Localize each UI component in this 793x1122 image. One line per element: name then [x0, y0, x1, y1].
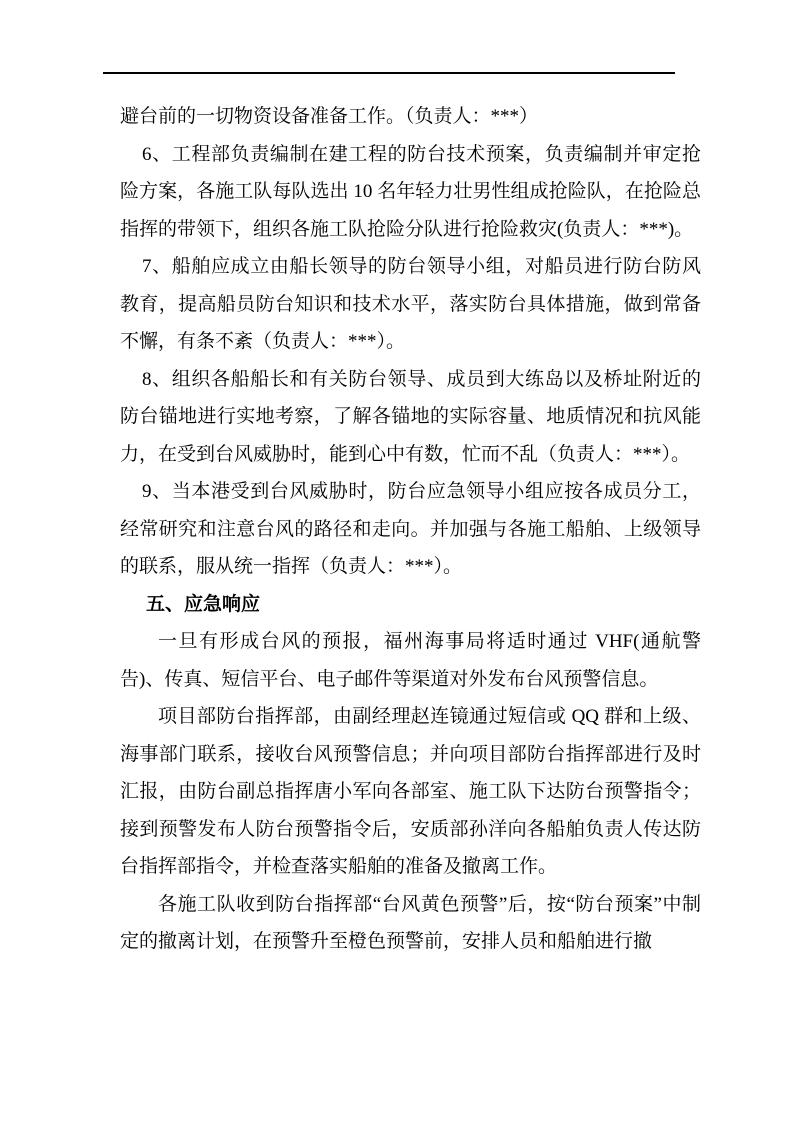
paragraph: 6、工程部负责编制在建工程的防台技术预案，负责编制并审定抢险方案，各施工队每队选出 10 名年轻力壮男性组成抢险队，在抢险总指挥的带领下，组织各施工队抢险分队进行抢险救灾(负责人：***)。 [120, 143, 701, 240]
paragraph: 7、船舶应成立由船长领导的防台领导小组，对船员进行防台防风教育，提高船员防台知识和技术水平，落实防台具体措施，做到常备不懈，有条不紊（负责人：***）。 [120, 256, 701, 352]
paragraph: 项目部防台指挥部，由副经理赵连镜通过短信或 QQ 群和上级、海事部门联系，接收台风预警信息；并向项目部防台指挥部进行及时汇报，由防台副总指挥唐小军向各部室、施工队下达防台预警指令；接到预警发布人防台预警指令后，安质部孙洋向各船舶负责人传达防台指挥部指令，并检查落实船舶的准备及撤离工作。 [120, 706, 701, 877]
paragraph: 8、组织各船船长和有关防台领导、成员到大练岛以及桥址附近的防台锚地进行实地考察，了解各锚地的实际容量、地质情况和抗风能力，在受到台风威胁时，能到心中有数，忙而不乱（负责人：***）。 [120, 368, 701, 465]
paragraph: 各施工队收到防台指挥部“台风黄色预警”后，按“防台预案”中制定的撤离计划，在预警升至橙色预警前，安排人员和船舶进行撤 [120, 893, 701, 952]
section-heading: 五、应急响应 [146, 593, 261, 615]
document-content [120, 98, 701, 961]
paragraph: 9、当本港受到台风威胁时，防台应急领导小组应按各成员分工，经常研究和注意台风的路径和走向。并加强与各施工船舶、上级领导的联系，服从统一指挥（负责人：***）。 [120, 481, 701, 577]
header-rule [103, 72, 675, 74]
paragraph: 一旦有形成台风的预报，福州海事局将适时通过 VHF(通航警告)、传真、短信平台、电子邮件等渠道对外发布台风预警信息。 [120, 631, 701, 690]
paragraph: 避台前的一切物资设备准备工作。（负责人：***） [120, 106, 539, 127]
